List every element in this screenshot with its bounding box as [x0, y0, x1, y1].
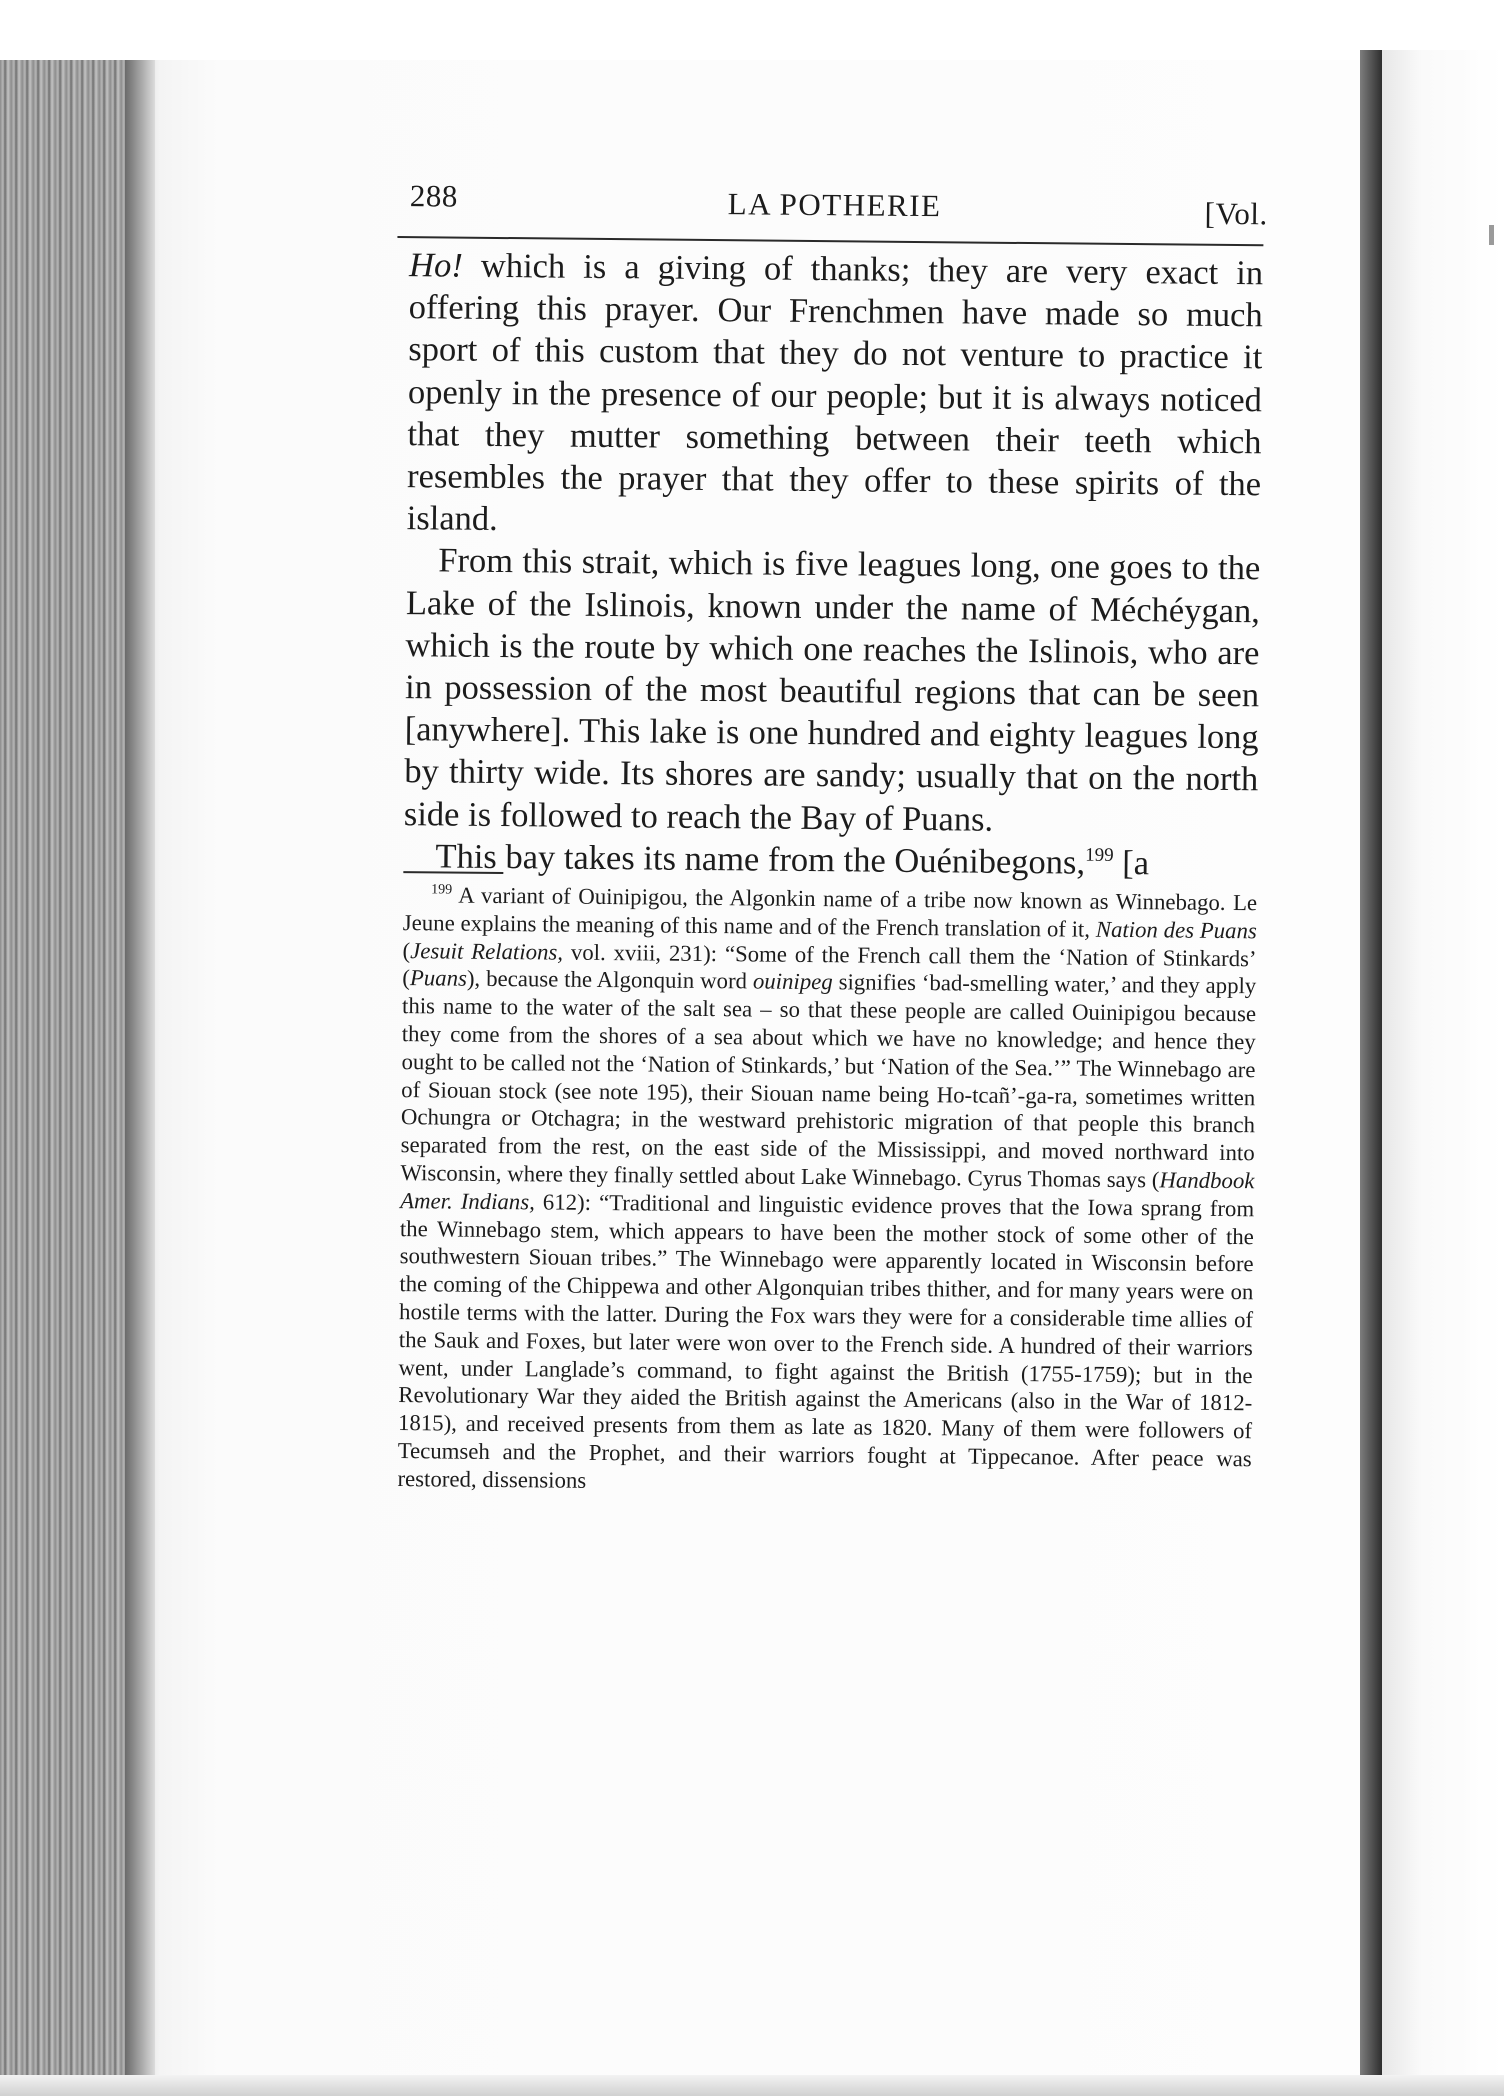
- footnote-text: signifies ‘bad-smelling water,’ and they apply this name to the water of the salt sea – so that these people are called Ouinipigou because they come from the shores of a sea about which we have no knowledge; and hence they ought to be called not the ‘Nation of Stinkards,’ but ‘Nation of the Sea.’” The Winnebago are of Siouan stock (see note 195), their Siouan name being Ho-tcañ’-ga-ra, sometimes written Ochungra or Otchagra; in the westward prehistoric migration of that people this branch separated from the rest, on the east side of the Mississippi, and moved northward into Wisconsin, where they finally settled about Lake Winnebago. Cyrus Thomas says (: [400, 969, 1257, 1193]
- paragraph-3-text: This bay takes its name from the Ouénibegons,: [435, 837, 1086, 882]
- volume-marker: [Vol.: [1204, 195, 1268, 232]
- running-head: [397, 178, 1268, 244]
- footnote-text: vol. xviii, 231): “Some of the French call them the ‘Nation of Stinkards’ (: [402, 939, 1257, 991]
- book-page-edges: [0, 40, 135, 2096]
- paragraph-3-tail: [a: [1113, 843, 1150, 883]
- paragraph-3: [403, 835, 1257, 885]
- footnote-italic: Handbook Amer. Indians,: [400, 1167, 1255, 1215]
- running-title: LA POTHERIE: [727, 186, 942, 224]
- footnote-text: A variant of Ouinipigou, the Algonkin name of a tribe now known as Winnebago. Le Jeune explains the meaning of this name and of the French translation of it,: [402, 882, 1258, 942]
- footnote-italic: Puans: [409, 965, 468, 992]
- footnote-text: (: [402, 937, 411, 963]
- book-gutter: [1360, 50, 1382, 2096]
- paragraph-2: From this strait, which is five leagues long, one goes to the Lake of the Islinois, known under the name of Méchéygan, which is the route by which one reaches the Islinois, who are in possession of the most beautiful regions that can be seen [anywhere]. This lake is one hundred and eighty leagues long by thirty wide. Its shores are sandy; usually that on the north side is followed to reach the Bay of Puans.: [403, 541, 1261, 839]
- footnote-italic: Jesuit Relations,: [410, 937, 564, 965]
- paragraph-1: [407, 244, 1264, 548]
- body-text: [391, 244, 1263, 885]
- footnote-italic: Nation des Puans: [1095, 916, 1257, 944]
- facing-page-mark: [1489, 225, 1494, 245]
- footnote-number: 199: [431, 882, 453, 898]
- facing-page: [1382, 50, 1504, 2096]
- footnote-199: [397, 881, 1257, 1501]
- italic-exclamation: Ho!: [408, 246, 464, 285]
- footnote: [385, 881, 1257, 1501]
- page-left-shadow: [125, 0, 155, 2096]
- footnote-text: 612): “Traditional and linguistic evidence proves that the Iowa sprang from the Winnebago stem, which appears to have been the mother stock of some other of the southwestern Siouan tribes.” The Winnebago were apparently located in Wisconsin before the coming of the Chippewa and other Algonquian tribes thither, and for many years were on hostile terms with the latter. During the Fox wars they were for a considerable time allies of the Sauk and Foxes, but later were won over to the French side. A hundred of their warriors went, under Langlade’s command, to fight against the British (1755-1759); but in the Revolutionary War they aided the British against the Americans (also in the War of 1812-1815), and received presents from them as late as 1820. Many of them were followers of Tecumseh and the Prophet, and their warriors fought at Tippecanoe. After peace was restored, dissensions: [397, 1189, 1255, 1493]
- page-content: [385, 178, 1268, 1501]
- footnote-italic: ouinipeg: [752, 968, 833, 995]
- bottom-edge: [0, 2075, 1504, 2096]
- page-number: 288: [409, 178, 458, 214]
- paragraph-1-text: which is a giving of thanks; they are very exact in offering this prayer. Our Frenchmen have made so much sport of this custom that they do not venture to practice it openly in the presence of our people; but it is always noticed that they mutter something between their teeth which resembles the prayer that they offer to these spirits of the island.: [406, 246, 1264, 539]
- top-margin: [0, 0, 1504, 60]
- footnote-reference: 199: [1085, 844, 1114, 866]
- footnote-text: ), because the Algonquin word: [466, 966, 754, 994]
